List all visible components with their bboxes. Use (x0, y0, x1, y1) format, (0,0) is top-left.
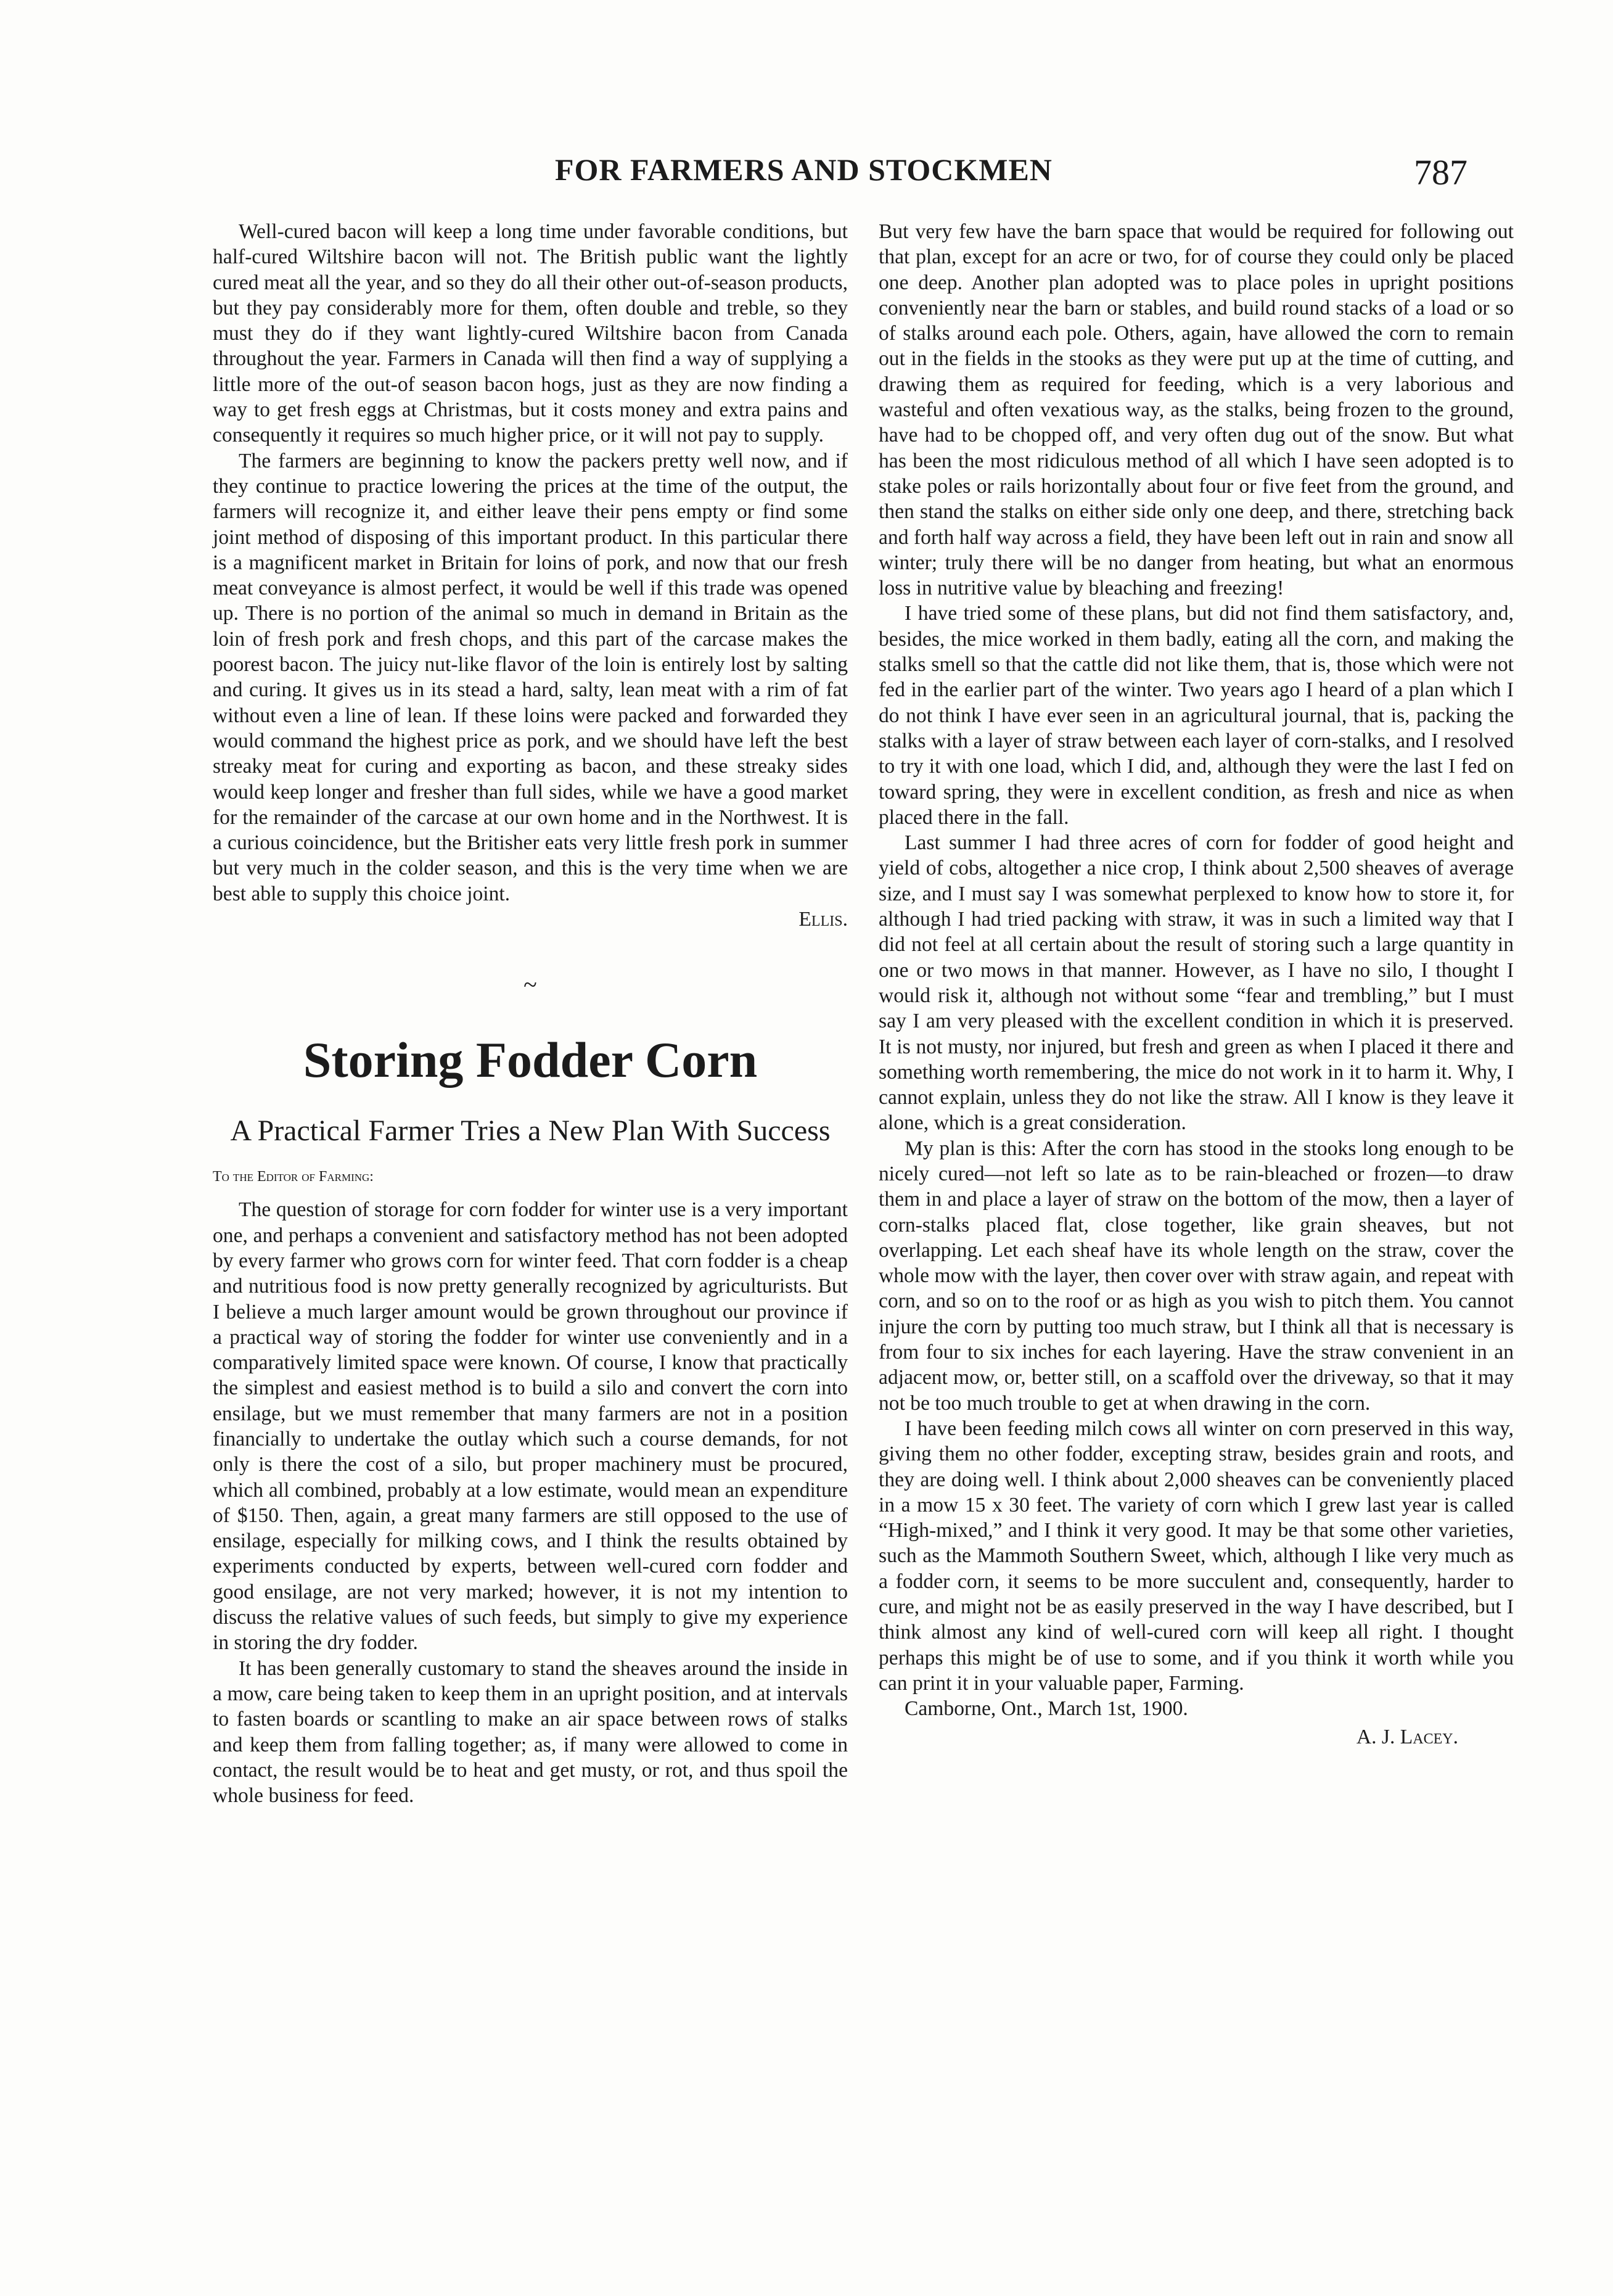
left-column (213, 219, 848, 1808)
article-signature-ellis: Ellis. (798, 908, 848, 931)
article-headline: Storing Fodder Corn (303, 1032, 758, 1088)
fodder-paragraph-7: I have been feeding milch cows all winter on corn preserved in this way, giving them no other fodder, excepting straw, besides grain and roots, and they are doing well. I think about 2,000 sheaves can be conveniently placed in a mow 15 x 30 feet. The variety of corn which I grew last year is called “High-mixed,” and I think it very good. It may be that some other varieties, such as the Mammoth Southern Sweet, which, although I like very much as a fodder corn, it seems to be more succulent and, consequently, harder to cure, and might not be as easily preserved in the way I have described, but I think almost any kind of well-cured corn will keep all right. I thought perhaps this might be of use to some, and if you think it worth while you can print it in your valuable paper, Farming. (879, 1417, 1514, 1695)
right-column (879, 219, 1514, 1750)
bacon-paragraph-1: Well-cured bacon will keep a long time under favorable conditions, but half-cured Wiltshire bacon will not. The British public want the lightly cured meat all the year, and so they do all their other out-of-season products, but they pay considerably more for them, often double and treble, so they must they do if they want lightly-cured Wiltshire bacon from Canada throughout the year. Farmers in Canada will then find a way of supplying a little more of the out-of season bacon hogs, just as they are now finding a way to get fresh eggs at Christmas, but it costs money and extra pains and consequently it requires so much higher price, or it will not pay to supply. (213, 220, 848, 447)
fodder-paragraph-1: The question of storage for corn fodder for winter use is a very important one, and perhaps a convenient and satisfactory method has not been adopted by every farmer who grows corn for winter feed. That corn fodder is a cheap and nutritious food is now pretty generally recognized by agriculturists. But I believe a much larger amount would be grown throughout our province if a practical way of storing the fodder for winter use conveniently and in a comparatively limited space were known. Of course, I know that practically the simplest and easiest method is to build a silo and convert the corn into ensilage, but we must remember that many farmers are not in a position financially to undertake the outlay which such a course demands, for not only is there the cost of a silo, but proper machinery must be procured, which all combined, probably at a low estimate, would mean an expenditure of $150. Then, again, a great many farmers are still opposed to the use of ensilage, especially for milking cows, and I think the results obtained by experiments conducted by experts, between well-cured corn fodder and good ensilage, are not very marked; however, it is not my intention to discuss the relative values of such feeds, but simply to give my experience in storing the dry fodder. (213, 1198, 848, 1655)
running-head: FOR FARMERS AND STOCKMEN (555, 152, 1053, 187)
fodder-paragraph-2: It has been generally customary to stand the sheaves around the inside in a mow, care being taken to keep them in an upright position, and at intervals to fasten boards or scantling to make an air space between rows of stalks and keep them from falling together; as, if many were allowed to come in contact, the result would be to heat and get musty, or rot, and thus spoil the whole business for feed. (213, 1656, 848, 1808)
fodder-paragraph-4: I have tried some of these plans, but did not find them satisfactory, and, besides, the mice worked in them badly, eating all the corn, and making the stalks smell so that the cattle did not like them, that is, those which were not fed in the earlier part of the winter. Two years ago I heard of a plan which I do not think I have ever seen in an agricultural journal, that is, packing the stalks with a layer of straw between each layer of corn-stalks, and I resolved to try it with one load, which I did, and, although they were the last I fed on toward spring, they were in excellent condition, as fresh and nice as when placed there in the fall. (879, 602, 1514, 829)
fodder-paragraph-5: Last summer I had three acres of corn for fodder of good height and yield of cobs, altogether a nice crop, I think about 2,500 sheaves of average size, and I must say I was somewhat perplexed to know how to store it, for although I had tried packing with straw, it was in such a limited way that I did not feel at all certain about the result of storing such a large quantity in one or two mows in that manner. However, as I have no silo, I thought I would risk it, although not without some “fear and trembling,” but I must say I am very pleased with the excellent condition in which it is preserved. It is not musty, nor injured, but fresh and green as when I placed it there and something worth remembering, the mice do not work in it to harm it. Why, I cannot explain, unless they do not like the straw. All I know is they leave it alone, which is a great consideration. (879, 831, 1514, 1135)
section-ornament: ~ (523, 971, 537, 999)
fodder-paragraph-6: My plan is this: After the corn has stood in the stooks long enough to be nicely cured—not left so late as to be rain-bleached or frozen—to draw them in and place a layer of straw on the bottom of the mow, then a layer of corn-stalks placed flat, close together, like grain sheaves, but not overlapping. Let each sheaf have its whole length on the straw, cover the whole mow with the layer, then cover over with straw again, and repeat with corn, and so on to the roof or as high as you wish to pitch them. You cannot injure the corn by putting too much straw, but I think all that is necessary is from four to six inches for each layering. Have the straw convenient in an adjacent mow, or, better still, on a scaffold over the driveway, so that it may not be too much trouble to get at when drawing in the corn. (879, 1137, 1514, 1415)
article-signature-lacey: A. J. Lacey. (1356, 1725, 1458, 1748)
bacon-paragraph-2: The farmers are beginning to know the packers pretty well now, and if they continue to practice lowering the prices at the time of the output, the farmers will recognize it, and either leave their pens empty or find some joint method of disposing of this important product. In this particular there is a magnificent market in Britain for loins of pork, and now that our fresh meat conveyance is almost perfect, it would be well if this trade was opened up. There is no portion of the animal so much in demand in Britain as the loin of fresh pork and fresh chops, and this part of the carcase makes the poorest bacon. The juicy nut-like flavor of the loin is entirely lost by salting and curing. It gives us in its stead a hard, salty, lean meat with a rim of fat without even a line of lean. If these loins were packed and forwarded they would command the highest price as pork, and we should have left the best streaky meat for curing and exporting as bacon, and these streaky sides would keep longer and fresher than full sides, while we have a good market for the remainder of the carcase at our own home and in the Northwest. It is a curious coincidence, but the Britisher eats very little fresh pork in summer but very much in the colder season, and this is the very time when we are best able to supply this choice joint. (213, 449, 848, 905)
editor-salutation: To the Editor of Farming: (213, 1169, 374, 1185)
article-subheadline: A Practical Farmer Tries a New Plan With Success (230, 1114, 831, 1148)
fodder-paragraph-3: But very few have the barn space that would be required for following out that plan, except for an acre or two, for of course they could only be placed one deep. Another plan adopted was to place poles in upright positions conveniently near the barn or stables, and build round stacks of a load or so of stalks around each pole. Others, again, have allowed the corn to remain out in the fields in the stooks as they were put up at the time of cutting, and drawing them as required for feeding, which is a very laborious and wasteful and often vexatious way, as the stalks, being frozen to the ground, have had to be chopped off, and very often dug out of the snow. But what has been the most ridiculous method of all which I have seen adopted is to stake poles or rails horizontally about four or five feet from the ground, and then stand the stalks on either side only one deep, and there, stretching back and forth half way across a field, they have been left out in rain and snow all winter; truly there will be no danger from heating, but what an enormous loss in nutritive value by bleaching and freezing! (879, 220, 1514, 600)
page-number: 787 (1414, 152, 1467, 192)
letter-dateline: Camborne, Ont., March 1st, 1900. (905, 1697, 1188, 1721)
